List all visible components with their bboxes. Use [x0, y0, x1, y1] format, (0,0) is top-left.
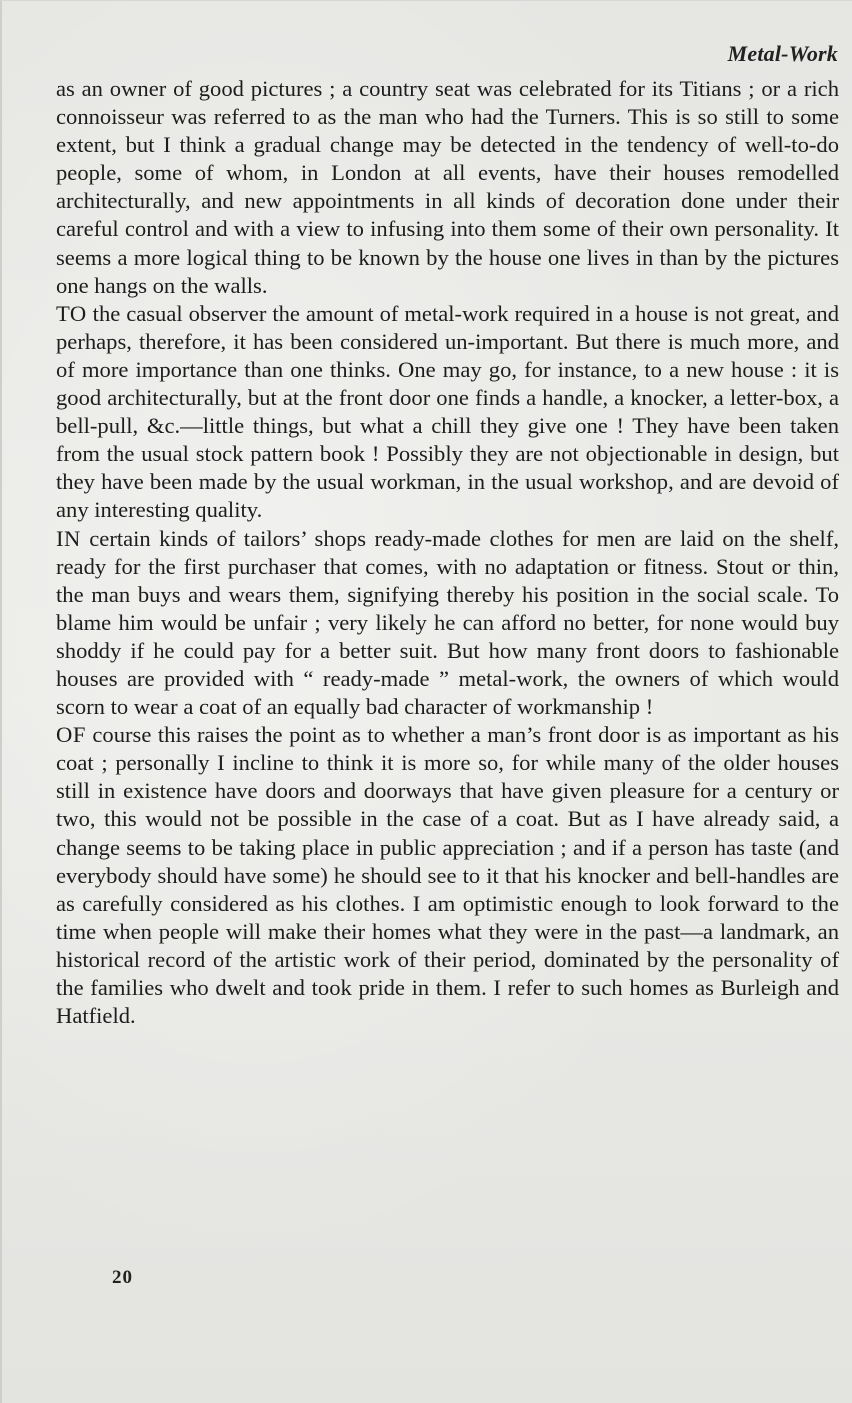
paragraph-text: course this raises the point as to whether a man’s front door is as important as his coat ; personally I incline to think it is more so, for while many of the older houses still in existence have doors and doorways that have given pleasure for a century or two, this would not be possible in the case of a coat. But as I have already said, a change seems to be taking place in public appreciation ; and if a person has taste (and everybody should have some) he should see to it that his knocker and bell-handles are as carefully considered as his clothes. I am optimistic enough to look forward to the time when people will make their homes what they were in the past—a landmark, an historical record of the artistic work of their period, dominated by the personality of the families who dwelt and took pride in them. I refer to such homes as Burleigh and Hatfield.	[56, 722, 839, 1029]
paragraph-text: certain kinds of tailors’ shops ready-made clothes for men are laid on the shelf, ready for the first purchaser that comes, with no adaptation or fitness. Stout or thin, the man buys and wears them, signifying thereby his position in the social scale. To blame him would be unfair ; very likely he can afford no better, for none would buy shoddy if he could pay for a better suit. But how many front doors to fashionable houses are provided with “ ready-made ” metal-work, the owners of which would scorn to wear a coat of an equally bad character of workmanship !	[56, 525, 839, 720]
paragraph-lead: TO	[56, 300, 87, 326]
paragraph-text: as an owner of good pictures ; a country seat was celebrated for its Titians ; or a rich connoisseur was referred to as the man who had the Turners. This is so still to some extent, but I think a gradual change may be detected in the tendency of well-to-do people, some of whom, in London at all events, have their houses remodelled architecturally, and new appointments in all kinds of decoration done under their careful control and with a view to infusing into them some of their own personality. It seems a more logical thing to be known by the house one lives in than by the pictures one hangs on the walls.	[56, 76, 839, 298]
paragraph-lead: OF	[56, 722, 86, 748]
paragraph-3	[56, 525, 839, 722]
body-text	[56, 75, 839, 1030]
paragraph-2	[56, 300, 839, 525]
paragraph-text: the casual observer the amount of metal-work required in a house is not great, and perhaps, therefore, it has been considered un-important. But there is much more, and of more importance than one thinks. One may go, for instance, to a new house : it is good architecturally, but at the front door one finds a handle, a knocker, a letter-box, a bell-pull, &c.—little things, but what a chill they give one ! They have been taken from the usual stock pattern book ! Possibly they are not objectionable in design, but they have been made by the usual workman, in the usual workshop, and are devoid of any interesting quality.	[56, 300, 839, 523]
paragraph-1	[56, 75, 839, 300]
running-head-title: Metal-Work	[727, 41, 838, 66]
paragraph-lead: IN	[56, 525, 81, 551]
page-number: 20	[112, 1267, 133, 1288]
paragraph-4	[56, 721, 839, 1030]
